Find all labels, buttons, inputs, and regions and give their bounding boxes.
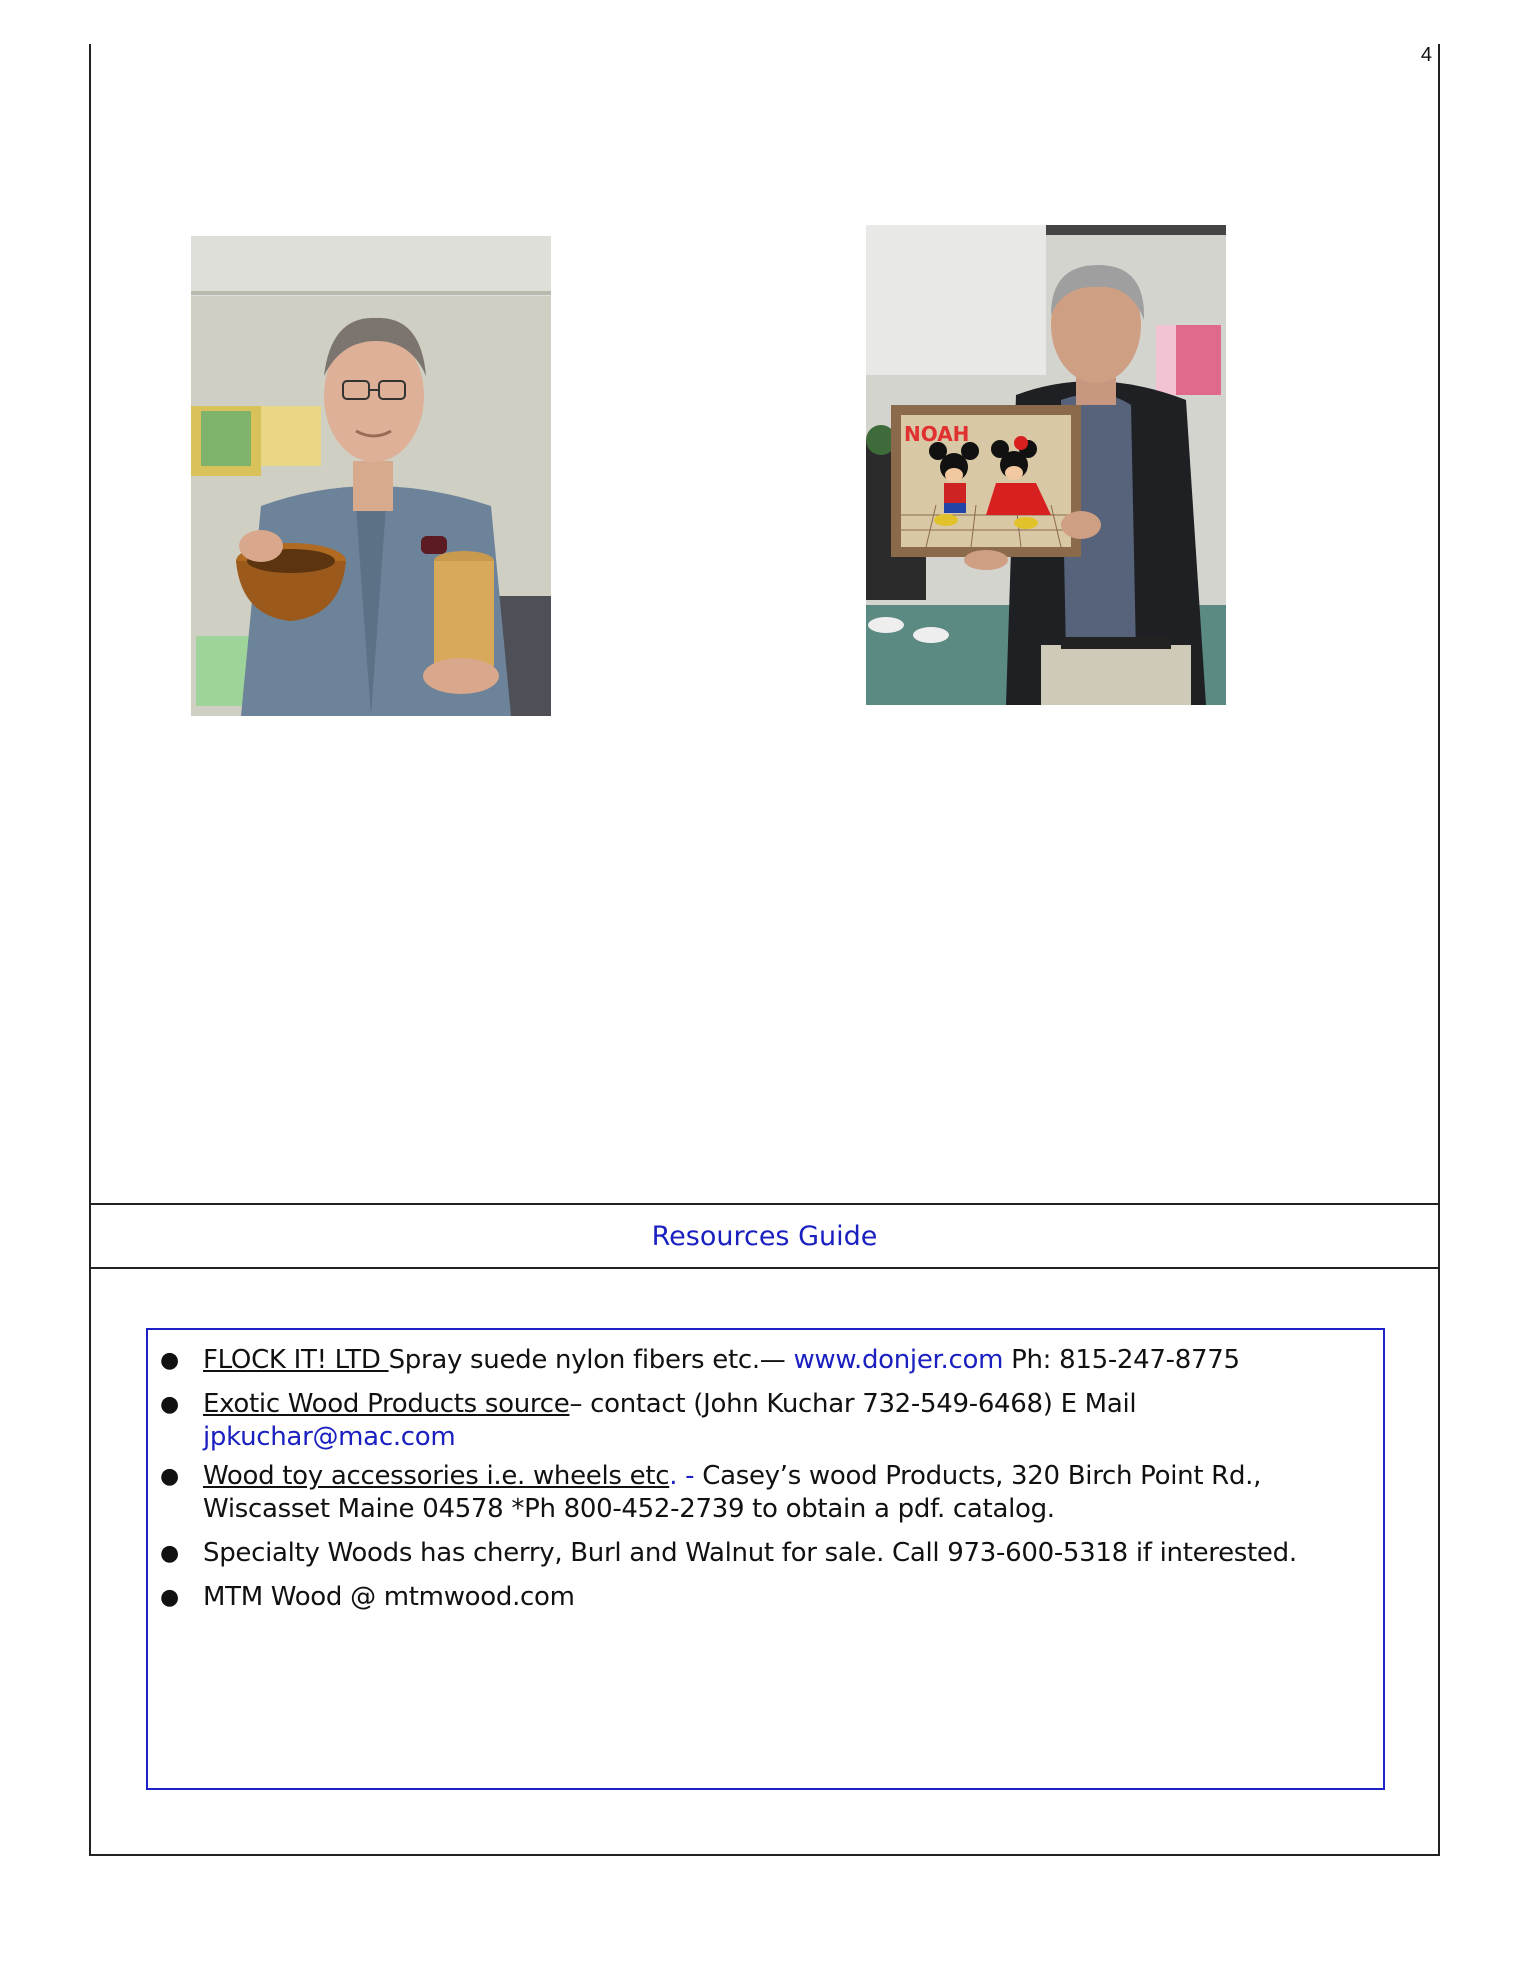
resource-name: FLOCK IT! LTD [203, 1345, 389, 1375]
photo-woodturner [191, 236, 551, 716]
list-item [158, 1581, 1373, 1614]
resource-name: Exotic Wood Products source [203, 1389, 570, 1419]
resource-text: Spray suede nylon fibers etc.— [388, 1345, 794, 1375]
resource-link[interactable]: jpkuchar@mac.com [203, 1422, 456, 1452]
puzzle-name-text: NOAH [904, 422, 970, 446]
photo-puzzle-maker [866, 225, 1226, 705]
bullet-icon: ● [160, 1541, 179, 1566]
resource-text: Casey’s wood Products, 320 Birch Point Rd., Wiscasset Maine 04578 *Ph 800-452-2739 to obtain a pdf. catalog. [203, 1461, 1262, 1524]
list-item [158, 1344, 1373, 1377]
list-item [158, 1460, 1373, 1526]
resource-text: MTM Wood @ mtmwood.com [203, 1582, 575, 1612]
resource-separator: . - [669, 1461, 703, 1491]
bullet-icon: ● [160, 1585, 179, 1610]
resource-phone: Ph: 815-247-8775 [1003, 1345, 1240, 1375]
resource-name: Wood toy accessories i.e. wheels etc [203, 1461, 670, 1491]
bullet-icon: ● [160, 1464, 179, 1489]
resources-header-band [89, 1203, 1440, 1269]
resources-list [158, 1344, 1373, 1614]
resources-title: Resources Guide [651, 1220, 878, 1252]
list-item [158, 1388, 1373, 1454]
bullet-icon: ● [160, 1392, 179, 1417]
list-item [158, 1537, 1373, 1570]
resource-text: – contact (John Kuchar 732-549-6468) E Mail [569, 1389, 1137, 1419]
page-number: 4 [1420, 44, 1432, 66]
bullet-icon: ● [160, 1348, 179, 1373]
resources-box [146, 1328, 1385, 1790]
resource-link[interactable]: www.donjer.com [793, 1345, 1004, 1375]
resource-text: Specialty Woods has cherry, Burl and Walnut for sale. Call 973-600-5318 if interested. [203, 1538, 1297, 1568]
